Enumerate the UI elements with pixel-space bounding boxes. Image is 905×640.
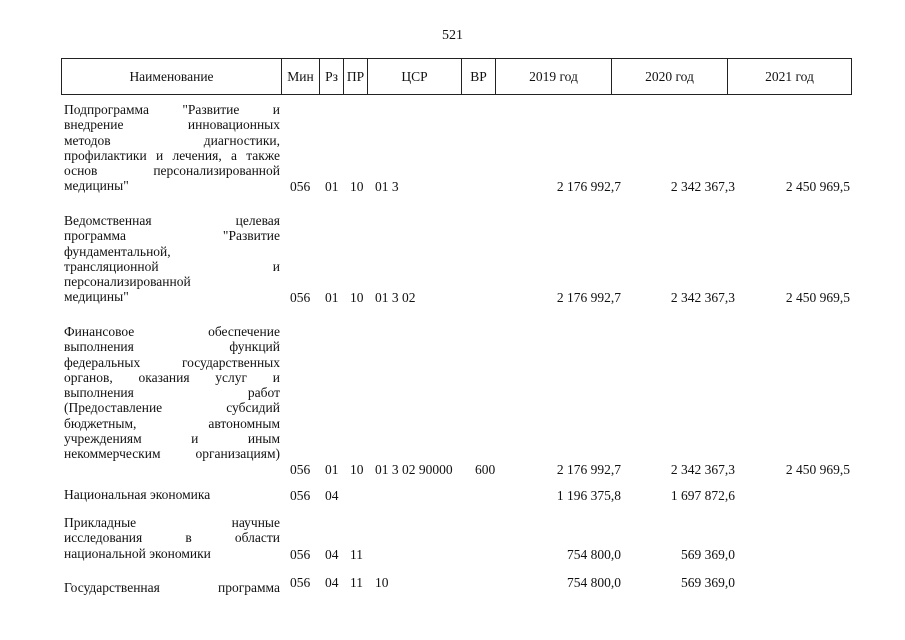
- cell-pr: 10: [350, 178, 364, 194]
- cell-2021: 2 450 969,5: [785, 461, 850, 477]
- row-name-line: некоммерческим организациям): [64, 446, 280, 462]
- cell-2019: 754 800,0: [567, 574, 621, 590]
- row-name-line: профилактики и лечения, а также: [64, 147, 280, 163]
- row-name-line: Государственная программа: [64, 580, 280, 595]
- cell-rz: 01: [325, 289, 339, 305]
- header-pr: ПР: [344, 59, 368, 95]
- row-name-line: национальной экономики: [64, 545, 211, 561]
- cell-2019: 2 176 992,7: [556, 289, 621, 305]
- cell-2020: 1 697 872,6: [670, 487, 735, 503]
- table-row: [0, 574, 905, 595]
- header-2019: 2019 год: [496, 59, 612, 95]
- table-row: [0, 102, 905, 194]
- header-csr: ЦСР: [368, 59, 462, 95]
- cell-csr: 01 3 02 90000: [375, 461, 453, 477]
- table-row: [0, 213, 905, 305]
- cell-csr: 01 3: [375, 178, 399, 194]
- cell-2019: 1 196 375,8: [556, 487, 621, 503]
- cell-csr: 01 3 02: [375, 289, 416, 305]
- page-number: 521: [442, 28, 463, 43]
- cell-pr: 10: [350, 461, 364, 477]
- cell-rz: 04: [325, 546, 339, 562]
- row-name-line: программа "Развитие: [64, 228, 280, 244]
- cell-rz: 04: [325, 574, 339, 590]
- cell-2021: 2 450 969,5: [785, 289, 850, 305]
- row-name-line: Подпрограмма "Развитие и: [64, 102, 280, 117]
- row-name: [64, 102, 280, 194]
- cell-2020: 2 342 367,3: [670, 178, 735, 194]
- row-name-line: бюджетным, автономным: [64, 415, 280, 431]
- cell-rz: 01: [325, 461, 339, 477]
- header-2020: 2020 год: [612, 59, 728, 95]
- row-name-line: персонализированной: [64, 274, 191, 290]
- cell-pr: 11: [350, 546, 363, 562]
- cell-2019: 2 176 992,7: [556, 461, 621, 477]
- cell-min: 056: [290, 487, 311, 503]
- cell-2019: 2 176 992,7: [556, 178, 621, 194]
- table-row: [0, 515, 905, 562]
- row-name: [64, 324, 280, 462]
- table-row: [0, 487, 905, 503]
- row-name-line: основ персонализированной: [64, 163, 280, 179]
- row-name-line: органов, оказания услуг и: [64, 369, 280, 385]
- row-name-line: внедрение инновационных: [64, 117, 280, 133]
- header-min: Мин: [282, 59, 320, 95]
- cell-2020: 2 342 367,3: [670, 289, 735, 305]
- cell-rz: 01: [325, 178, 339, 194]
- cell-2020: 2 342 367,3: [670, 461, 735, 477]
- row-name-line: Финансовое обеспечение: [64, 324, 280, 339]
- row-name-line: методов диагностики,: [64, 132, 280, 148]
- row-name-line: Прикладные научные: [64, 515, 280, 530]
- row-name-line: медицины": [64, 289, 129, 305]
- cell-rz: 04: [325, 487, 339, 503]
- cell-2021: 2 450 969,5: [785, 178, 850, 194]
- row-name-line: федеральных государственных: [64, 354, 280, 370]
- row-name: [64, 487, 280, 502]
- row-name-line: трансляционной и: [64, 258, 280, 274]
- table-row: [0, 324, 905, 477]
- header-2021: 2021 год: [728, 59, 852, 95]
- cell-2020: 569 369,0: [681, 546, 735, 562]
- row-name-line: выполнения работ: [64, 385, 280, 401]
- row-name-line: исследования в области: [64, 530, 280, 546]
- table-header: [61, 58, 852, 95]
- cell-min: 056: [290, 178, 311, 194]
- row-name: [64, 213, 280, 305]
- row-name: [64, 580, 280, 595]
- cell-pr: 10: [350, 289, 364, 305]
- cell-min: 056: [290, 546, 311, 562]
- row-name-line: фундаментальной,: [64, 243, 171, 259]
- header-rz: Рз: [320, 59, 344, 95]
- cell-vr: 600: [475, 461, 496, 477]
- cell-pr: 11: [350, 574, 363, 590]
- cell-2019: 754 800,0: [567, 546, 621, 562]
- row-name-line: Национальная экономика: [64, 487, 211, 502]
- cell-2020: 569 369,0: [681, 574, 735, 590]
- header-name: Наименование: [62, 59, 282, 95]
- row-name-line: Ведомственная целевая: [64, 213, 280, 228]
- cell-min: 056: [290, 574, 311, 590]
- row-name-line: (Предоставление субсидий: [64, 400, 280, 416]
- row-name-line: медицины": [64, 178, 129, 194]
- cell-csr: 10: [375, 574, 389, 590]
- row-name-line: учреждениям и иным: [64, 431, 280, 447]
- row-name-line: выполнения функций: [64, 339, 280, 355]
- cell-min: 056: [290, 461, 311, 477]
- header-vr: ВР: [462, 59, 496, 95]
- cell-min: 056: [290, 289, 311, 305]
- row-name: [64, 515, 280, 561]
